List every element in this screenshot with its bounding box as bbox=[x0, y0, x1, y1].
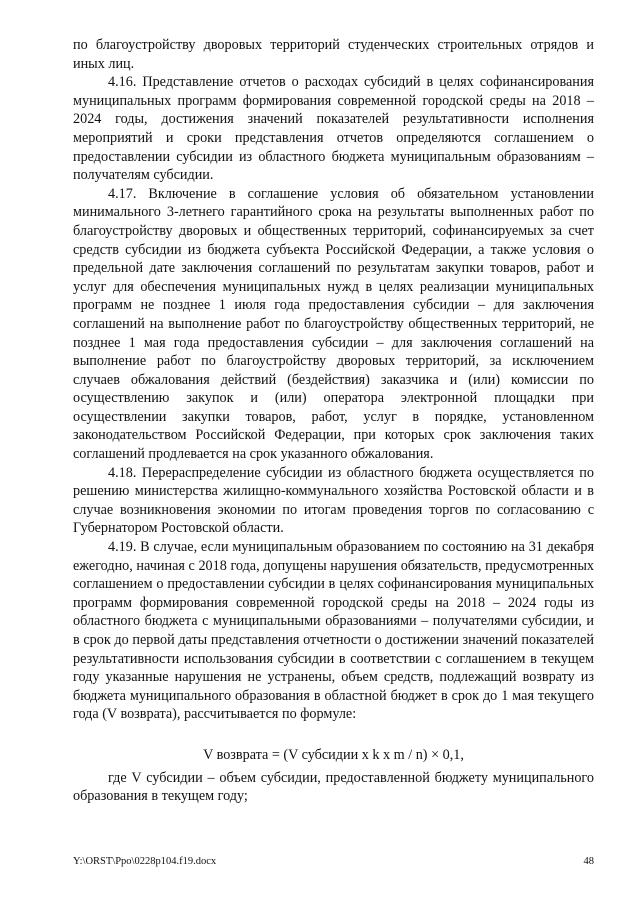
footer-page-number: 48 bbox=[583, 856, 594, 867]
footer-file-path: Y:\ORST\Ppo\0228p104.f19.docx bbox=[73, 856, 217, 867]
paragraph-4-18: 4.18. Перераспределение субсидии из областного бюджета осуществляется по решению министерства жилищно-коммунального хозяйства Ростовской области и в случае возникновения экономии по итогам проведения торгов по согласованию с Губернатором Ростовской области. bbox=[73, 464, 594, 537]
paragraph-continuation: по благоустройству дворовых территорий студенческих строительных отрядов и иных лиц. bbox=[73, 37, 594, 72]
formula-explanation: где V субсидии – объем субсидии, предоставленной бюджету муниципального образования в текущем году; bbox=[73, 769, 594, 805]
page-footer bbox=[73, 856, 594, 867]
paragraph-4-17: 4.17. Включение в соглашение условия об обязательном установлении минимального 3-летнего гарантийного срока на результаты выполненных работ по благоустройству дворовых и общественных территорий, софинансируемых за счет средств субсидии из бюджета субъекта Российской Федерации, а также условия о предельной дате заключения соглашений по результатам закупки товаров, работ и услуг для обеспечения муниципальных нужд в целях реализации муниципальных программ не позднее 1 июля года предоставления субсидии – для заключения соглашений на выполнение работ по благоустройству общественных территорий, не позднее 1 мая года предоставления субсидии – для заключения соглашений на выполнение работ по благоустройству дворовых территорий, за исключением случаев обжалования действий (бездействия) заказчика и (или) комиссии по осуществлению закупок и (или) оператора электронной площадки при осуществлении закупки товаров, работ, услуг в порядке, установленном законодательством Российской Федерации, при которых срок заключения таких соглашений продлевается на срок указанного обжалования. bbox=[73, 185, 594, 463]
paragraph-4-19: 4.19. В случае, если муниципальным образованием по состоянию на 31 декабря ежегодно, начиная с 2018 года, допущены нарушения обязательств, предусмотренных соглашением о предоставлении субсидии в целях софинансирования муниципальных программ формирования современной городской среды на 2018 – 2024 годы из областного бюджета с муниципальными образованиями – получателями субсидии, и в срок до первой даты представления отчетности о достижении значений показателей результативности использования субсидии в соответствии с соглашением в текущем году указанные нарушения не устранены, объем средств, подлежащий возврату из бюджета муниципального образования в областной бюджет в срок до 1 мая текущего года (V возврата), рассчитывается по формуле: bbox=[73, 539, 594, 723]
document-body bbox=[73, 36, 594, 806]
formula: V возврата = (V субсидии x k x m / n) × 0,1, bbox=[203, 746, 464, 763]
paragraph-4-16: 4.16. Представление отчетов о расходах субсидий в целях софинансирования муниципальных программ формирования современной городской среды на 2018 – 2024 годы, достижения значений показателей результативности исполнения мероприятий и сроки представления отчетов определяются соглашением о предоставлении субсидии из областного бюджета муниципальным образованиям – получателям субсидии. bbox=[73, 74, 594, 184]
